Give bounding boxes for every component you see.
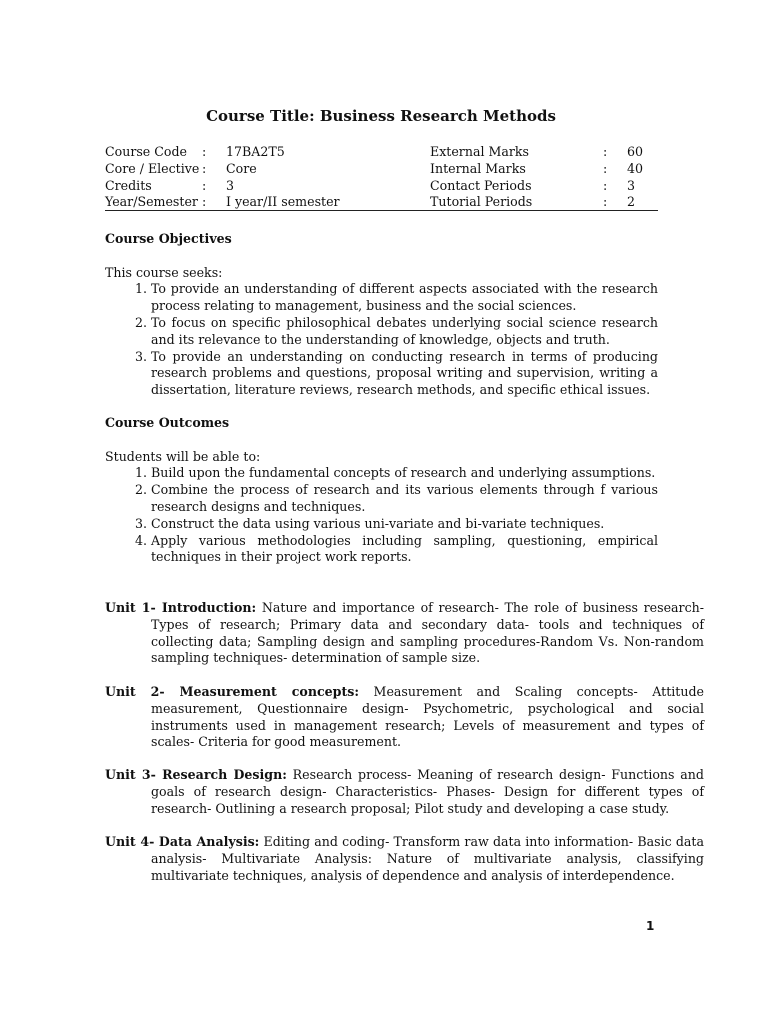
outcomes-intro: Students will be able to: (105, 448, 261, 464)
info-value-right: 2 (627, 194, 636, 210)
unit-text: Editing and coding- Transform raw data into information- Basic data analysis- Multivariate Analysis: Nature of multivariate analysis, classifying multivariate techniques, analysis of dependence and analysis of interdependence. (151, 834, 704, 883)
info-label-right: Internal Marks (430, 160, 526, 176)
unit-4 (105, 834, 704, 884)
unit-2 (105, 684, 704, 751)
unit-3 (105, 767, 704, 817)
list-item: 2. To focus on specific philosophical debates underlying social science research and its relevance to the understanding of knowledge, objects and truth. (151, 315, 658, 349)
outcomes-list (105, 465, 658, 566)
course-info-table (105, 144, 658, 211)
outcomes-heading: Course Outcomes (105, 415, 230, 430)
info-label: Core / Elective (105, 160, 200, 176)
info-colon: : (202, 194, 207, 210)
list-item: 2. Combine the process of research and its various elements through f various research designs and techniques. (151, 482, 658, 516)
list-item: 1. Build upon the fundamental concepts of research and underlying assumptions. (151, 465, 658, 482)
info-label: Course Code (105, 144, 188, 159)
info-value-right: 60 (627, 144, 644, 159)
info-value-right: 3 (627, 177, 636, 193)
unit-text: Nature and importance of research- The role of business research- Types of research; Primary data and secondary data- tools and techniques of collecting data; Sampling design and sampling procedures-Random Vs. Non-random sampling techniques- determination of sample size. (151, 600, 704, 666)
outcomes-section (105, 415, 658, 566)
objectives-intro: This course seeks: (105, 264, 223, 280)
unit-title: Unit 3- Research Design: (105, 767, 287, 782)
info-label: Credits (105, 177, 152, 193)
info-row (105, 194, 658, 211)
info-row (105, 144, 658, 161)
info-colon-right: : (603, 194, 608, 210)
info-row (105, 178, 658, 195)
info-label-right: External Marks (430, 144, 529, 159)
info-value: Core (226, 160, 257, 176)
unit-title: Unit 2- Measurement concepts: (105, 684, 360, 699)
info-label: Year/Semester (105, 194, 198, 210)
list-item: 3. Construct the data using various uni-variate and bi-variate techniques. (151, 516, 658, 533)
page-number: 1 (646, 919, 655, 933)
unit-text: Measurement and Scaling concepts- Attitude measurement, Questionnaire design- Psychometric, psychological and social instruments used in management research; Levels of measurement and types of scales- Criteria for good measurement. (151, 684, 704, 750)
info-label-right: Tutorial Periods (430, 194, 533, 210)
objectives-heading: Course Objectives (105, 231, 232, 246)
info-colon: : (202, 160, 207, 176)
info-colon: : (202, 177, 207, 193)
list-item: 3. To provide an understanding on conducting research in terms of producing research problems and questions, proposal writing and supervision, writing a dissertation, literature reviews, research methods, and specific ethical issues. (151, 349, 658, 399)
unit-title: Unit 4- Data Analysis: (105, 834, 260, 849)
list-item: 1. To provide an understanding of different aspects associated with the research process relating to management, business and the social sciences. (151, 281, 658, 315)
info-colon-right: : (603, 144, 608, 159)
info-value-right: 40 (627, 160, 644, 176)
unit-title: Unit 1- Introduction: (105, 600, 257, 615)
header-divider (105, 210, 658, 211)
objectives-section (105, 231, 658, 399)
course-title: Course Title: Business Research Methods (206, 107, 556, 125)
info-value: 17BA2T5 (226, 144, 285, 159)
info-label-right: Contact Periods (430, 177, 532, 193)
info-value: 3 (226, 177, 235, 193)
list-item: 4. Apply various methodologies including sampling, questioning, empirical techniques in their project work reports. (151, 533, 658, 567)
unit-text: Research process- Meaning of research design- Functions and goals of research design- Characteristics- Phases- Design for different types of research- Outlining a research proposal; Pilot study and developing a case study. (151, 767, 704, 816)
info-colon-right: : (603, 177, 608, 193)
unit-1 (105, 600, 704, 667)
info-colon-right: : (603, 160, 608, 176)
info-row (105, 161, 658, 178)
objectives-list (105, 281, 658, 399)
info-colon: : (202, 144, 207, 159)
info-value: I year/II semester (226, 194, 340, 210)
